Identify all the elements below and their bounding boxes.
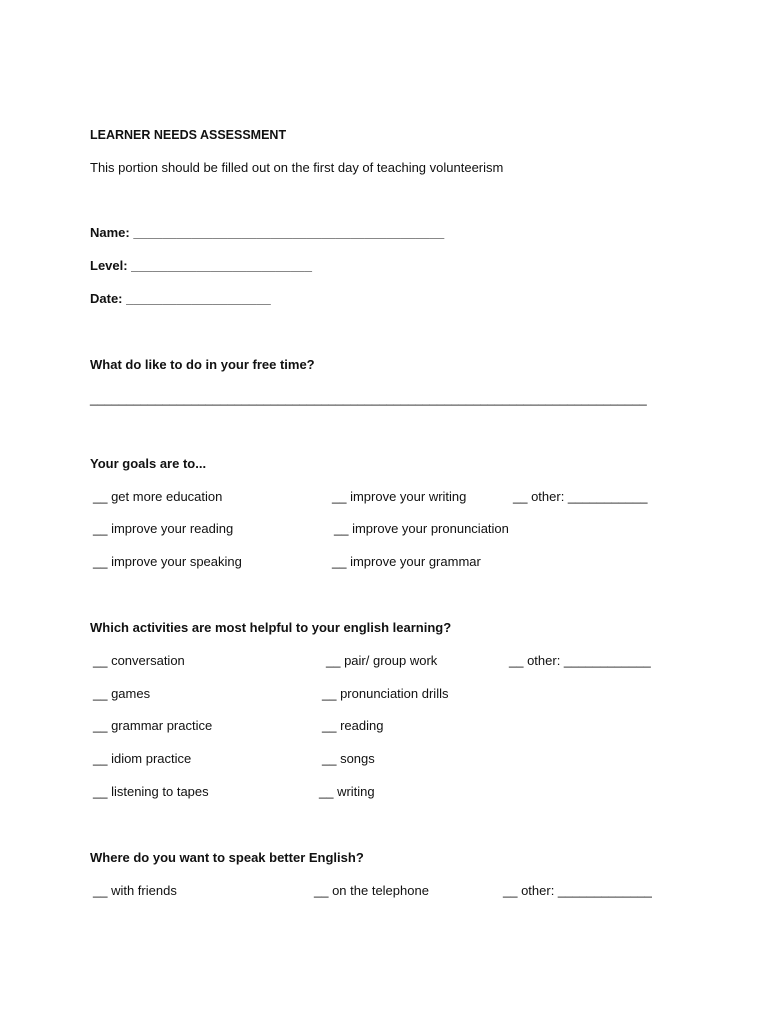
goal-option-reading[interactable]: __ improve your reading [93, 521, 234, 536]
where-heading: Where do you want to speak better English? [90, 850, 364, 865]
activity-option-reading[interactable]: __ reading [322, 718, 384, 733]
activity-option-games[interactable]: __ games [93, 686, 151, 701]
intro-text: This portion should be filled out on the first day of teaching volunteerism [90, 160, 504, 175]
activity-option-idiom-practice[interactable]: __ idiom practice [93, 751, 192, 766]
where-option-with-friends[interactable]: __ with friends [93, 883, 177, 898]
activity-option-other[interactable]: __ other: ____________ [509, 653, 651, 668]
free-time-question: What do like to do in your free time? [90, 357, 315, 372]
name-field[interactable]: Name: ___________________________________________ [90, 225, 445, 240]
activities-heading: Which activities are most helpful to your english learning? [90, 620, 452, 635]
activity-option-listening-to-tapes[interactable]: __ listening to tapes [93, 784, 209, 799]
goal-option-other[interactable]: __ other: ___________ [513, 489, 648, 504]
activity-option-pronunciation-drills[interactable]: __ pronunciation drills [322, 686, 449, 701]
goal-option-writing[interactable]: __ improve your writing [332, 489, 467, 504]
where-option-on-the-telephone[interactable]: __ on the telephone [314, 883, 429, 898]
level-field[interactable]: Level: _________________________ [90, 258, 312, 273]
goals-heading: Your goals are to... [90, 456, 207, 471]
goal-option-grammar[interactable]: __ improve your grammar [332, 554, 481, 569]
activity-option-grammar-practice[interactable]: __ grammar practice [93, 718, 213, 733]
activity-option-writing[interactable]: __ writing [319, 784, 375, 799]
activity-option-songs[interactable]: __ songs [322, 751, 375, 766]
goal-option-pronunciation[interactable]: __ improve your pronunciation [334, 521, 509, 536]
document-title: LEARNER NEEDS ASSESSMENT [90, 128, 287, 142]
activity-option-conversation[interactable]: __ conversation [93, 653, 185, 668]
date-field[interactable]: Date: ____________________ [90, 291, 271, 306]
goal-option-speaking[interactable]: __ improve your speaking [93, 554, 242, 569]
free-time-answer-line[interactable]: _____________________________________________________________________________ [90, 391, 647, 406]
where-option-other[interactable]: __ other: _____________ [503, 883, 652, 898]
goal-option-education[interactable]: __ get more education [93, 489, 223, 504]
activity-option-pair-group-work[interactable]: __ pair/ group work [326, 653, 438, 668]
